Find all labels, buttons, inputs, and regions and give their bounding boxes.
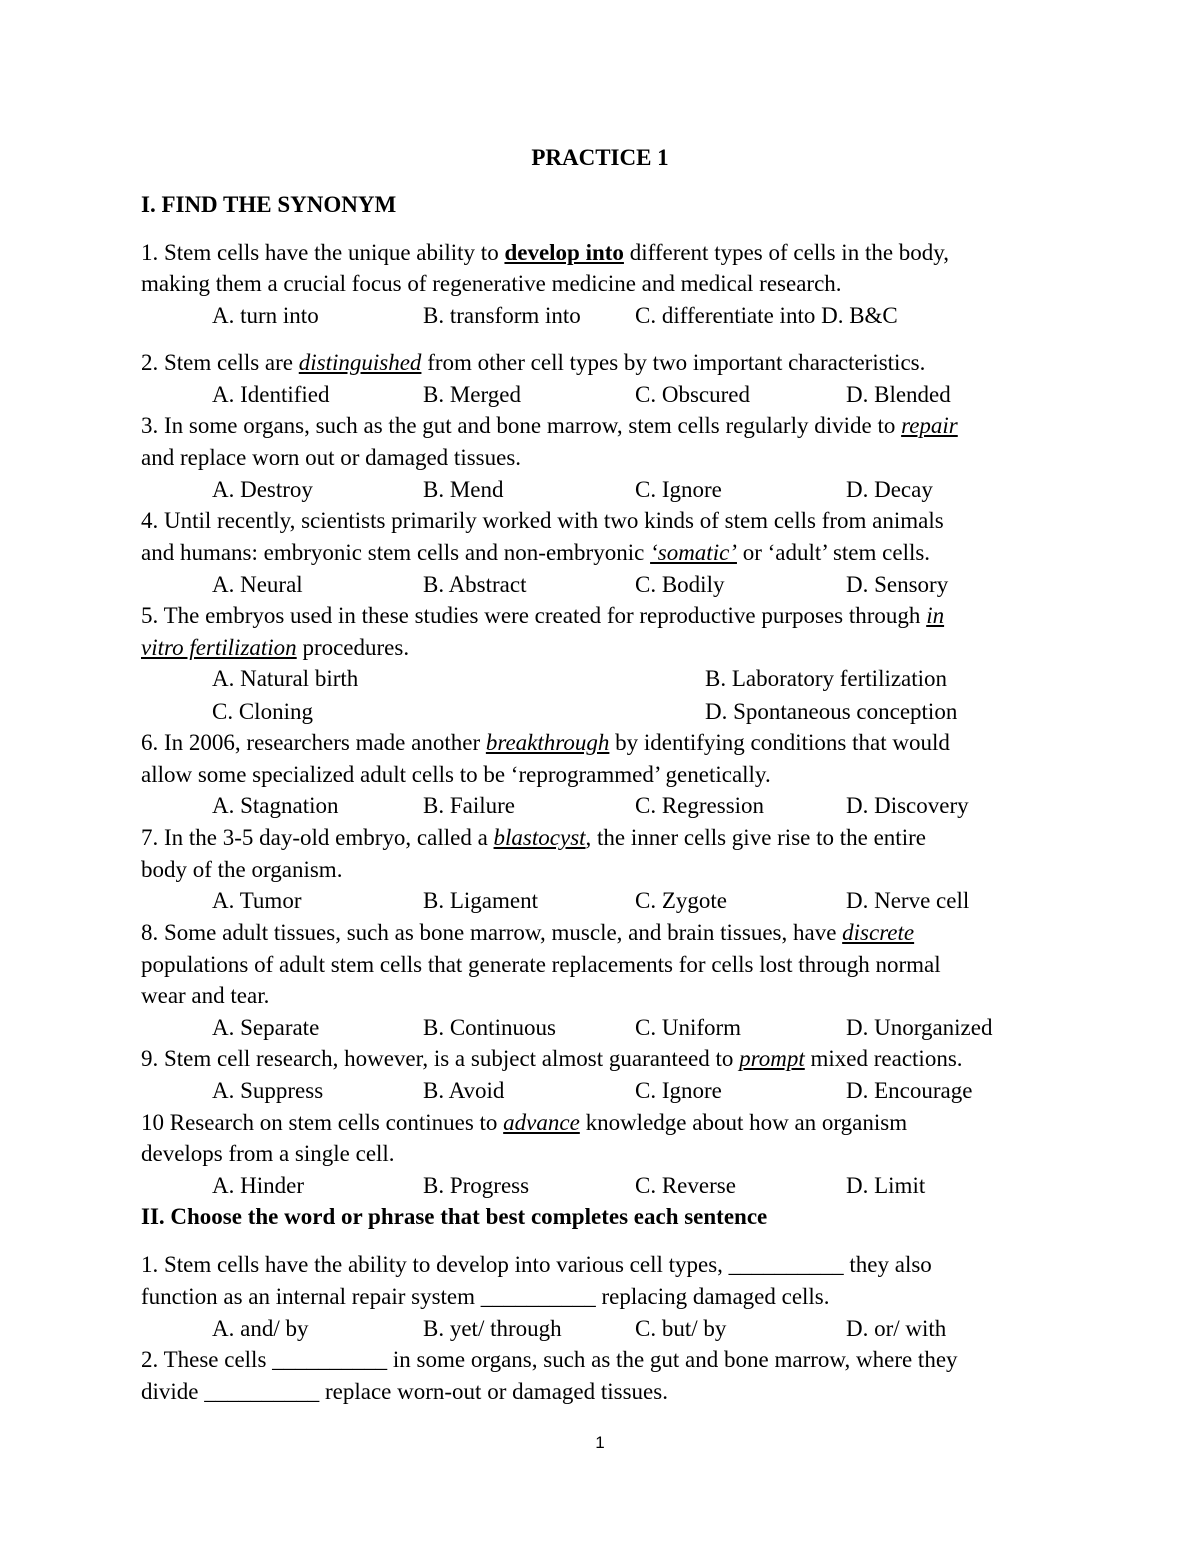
option-b: B. Progress: [423, 1173, 530, 1198]
question-5-line: 5. The embryos used in these studies were created for reproductive purposes through in: [141, 603, 945, 628]
question-6-line-2: allow some specialized adult cells to be ‘reprogrammed’ genetically.: [141, 762, 771, 787]
option-b: B. yet/ through: [423, 1316, 562, 1341]
option-a: A. Natural birth: [212, 666, 359, 691]
question-8-line-3: wear and tear.: [141, 983, 270, 1008]
option-b: B. Abstract: [423, 572, 527, 597]
question-3-line: 3. In some organs, such as the gut and bone marrow, stem cells regularly divide to repair: [141, 413, 958, 438]
target-word: repair: [901, 413, 958, 438]
section-2-question-1-line-2: function as an internal repair system __________ replacing damaged cells.: [141, 1284, 830, 1309]
option-b: B. Merged: [423, 382, 521, 407]
option-d: D. Sensory: [846, 572, 949, 597]
question-10-line: 10 Research on stem cells continues to advance knowledge about how an organism: [141, 1110, 908, 1135]
option-c: C. Ignore: [635, 1078, 722, 1103]
option-b: B. Mend: [423, 477, 504, 502]
option-a: A. turn into: [212, 303, 319, 328]
option-a: A. Suppress: [212, 1078, 324, 1103]
option-c: C. Ignore: [635, 477, 722, 502]
option-b: B. Laboratory fertilization: [705, 666, 948, 691]
target-word: develop into: [504, 240, 624, 265]
target-word: ‘somatic’: [650, 540, 737, 565]
question-8-line-2: populations of adult stem cells that generate replacements for cells lost through normal: [141, 952, 941, 977]
question-8-line: 8. Some adult tissues, such as bone marrow, muscle, and brain tissues, have discrete: [141, 920, 915, 945]
target-word: discrete: [842, 920, 915, 945]
question-3-line-2: and replace worn out or damaged tissues.: [141, 445, 522, 470]
option-c: C. Cloning: [212, 699, 313, 724]
target-word: breakthrough: [485, 730, 610, 755]
option-a: A. and/ by: [212, 1316, 309, 1341]
question-5-line-2: vitro fertilization procedures.: [141, 635, 410, 660]
option-d: D. Discovery: [846, 793, 969, 818]
option-b: B. transform into: [423, 303, 581, 328]
target-word: in: [926, 603, 945, 628]
page-number: 1: [595, 1433, 605, 1452]
option-d: D. Encourage: [846, 1078, 973, 1103]
option-a: A. Stagnation: [212, 793, 339, 818]
option-a: A. Destroy: [212, 477, 313, 502]
question-4-line: 4. Until recently, scientists primarily worked with two kinds of stem cells from animals: [141, 508, 944, 533]
target-word: advance: [503, 1110, 580, 1135]
section-2-question-2-line-2: divide __________ replace worn-out or damaged tissues.: [141, 1379, 668, 1404]
option-d: D. Limit: [846, 1173, 926, 1198]
option-c: C. but/ by: [635, 1316, 727, 1341]
section-2-question-1-line: 1. Stem cells have the ability to develop into various cell types, __________ they also: [141, 1252, 932, 1277]
target-word: vitro fertilization: [141, 635, 297, 660]
option-b: B. Ligament: [423, 888, 538, 913]
target-word: blastocyst: [493, 825, 586, 850]
question-7-line: 7. In the 3-5 day-old embryo, called a blastocyst, the inner cells give rise to the entire: [141, 825, 926, 850]
section-2-heading: II. Choose the word or phrase that best completes each sentence: [141, 1204, 768, 1229]
option-c: C. Bodily: [635, 572, 725, 597]
option-a: A. Tumor: [212, 888, 302, 913]
page-title: PRACTICE 1: [531, 145, 669, 170]
question-6-line: 6. In 2006, researchers made another breakthrough by identifying conditions that would: [141, 730, 950, 755]
option-a: A. Hinder: [212, 1173, 304, 1198]
option-a: A. Separate: [212, 1015, 320, 1040]
question-4-line-2: and humans: embryonic stem cells and non-embryonic ‘somatic’ or ‘adult’ stem cells.: [141, 540, 931, 565]
option-d: D. Decay: [846, 477, 933, 502]
option-b: B. Avoid: [423, 1078, 505, 1103]
option-a: A. Identified: [212, 382, 330, 407]
option-b: B. Failure: [423, 793, 515, 818]
option-c: C. Obscured: [635, 382, 750, 407]
option-d: D. or/ with: [846, 1316, 947, 1341]
option-b: B. Continuous: [423, 1015, 556, 1040]
question-2-line: 2. Stem cells are distinguished from other cell types by two important characteristics.: [141, 350, 926, 375]
option-c: C. Uniform: [635, 1015, 742, 1040]
target-word: prompt: [739, 1046, 805, 1071]
target-word: distinguished: [298, 350, 422, 375]
section-2-question-2-line: 2. These cells __________ in some organs, such as the gut and bone marrow, where they: [141, 1347, 958, 1372]
section-1-heading: I. FIND THE SYNONYM: [141, 192, 397, 217]
option-d: D. Nerve cell: [846, 888, 970, 913]
option-c: C. Zygote: [635, 888, 727, 913]
option-a: A. Neural: [212, 572, 303, 597]
question-7-line-2: body of the organism.: [141, 857, 343, 882]
option-d: D. Unorganized: [846, 1015, 993, 1040]
option-c: C. Regression: [635, 793, 765, 818]
option-c: C. differentiate into D. B&C: [635, 303, 898, 328]
question-10-line-2: develops from a single cell.: [141, 1141, 395, 1166]
option-d: D. Spontaneous conception: [705, 699, 958, 724]
question-1-line-2: making them a crucial focus of regenerative medicine and medical research.: [141, 271, 842, 296]
question-1-line: 1. Stem cells have the unique ability to develop into different types of cells in the body,: [141, 240, 950, 265]
option-d: D. Blended: [846, 382, 951, 407]
option-c: C. Reverse: [635, 1173, 736, 1198]
question-9-line: 9. Stem cell research, however, is a subject almost guaranteed to prompt mixed reactions.: [141, 1046, 963, 1071]
